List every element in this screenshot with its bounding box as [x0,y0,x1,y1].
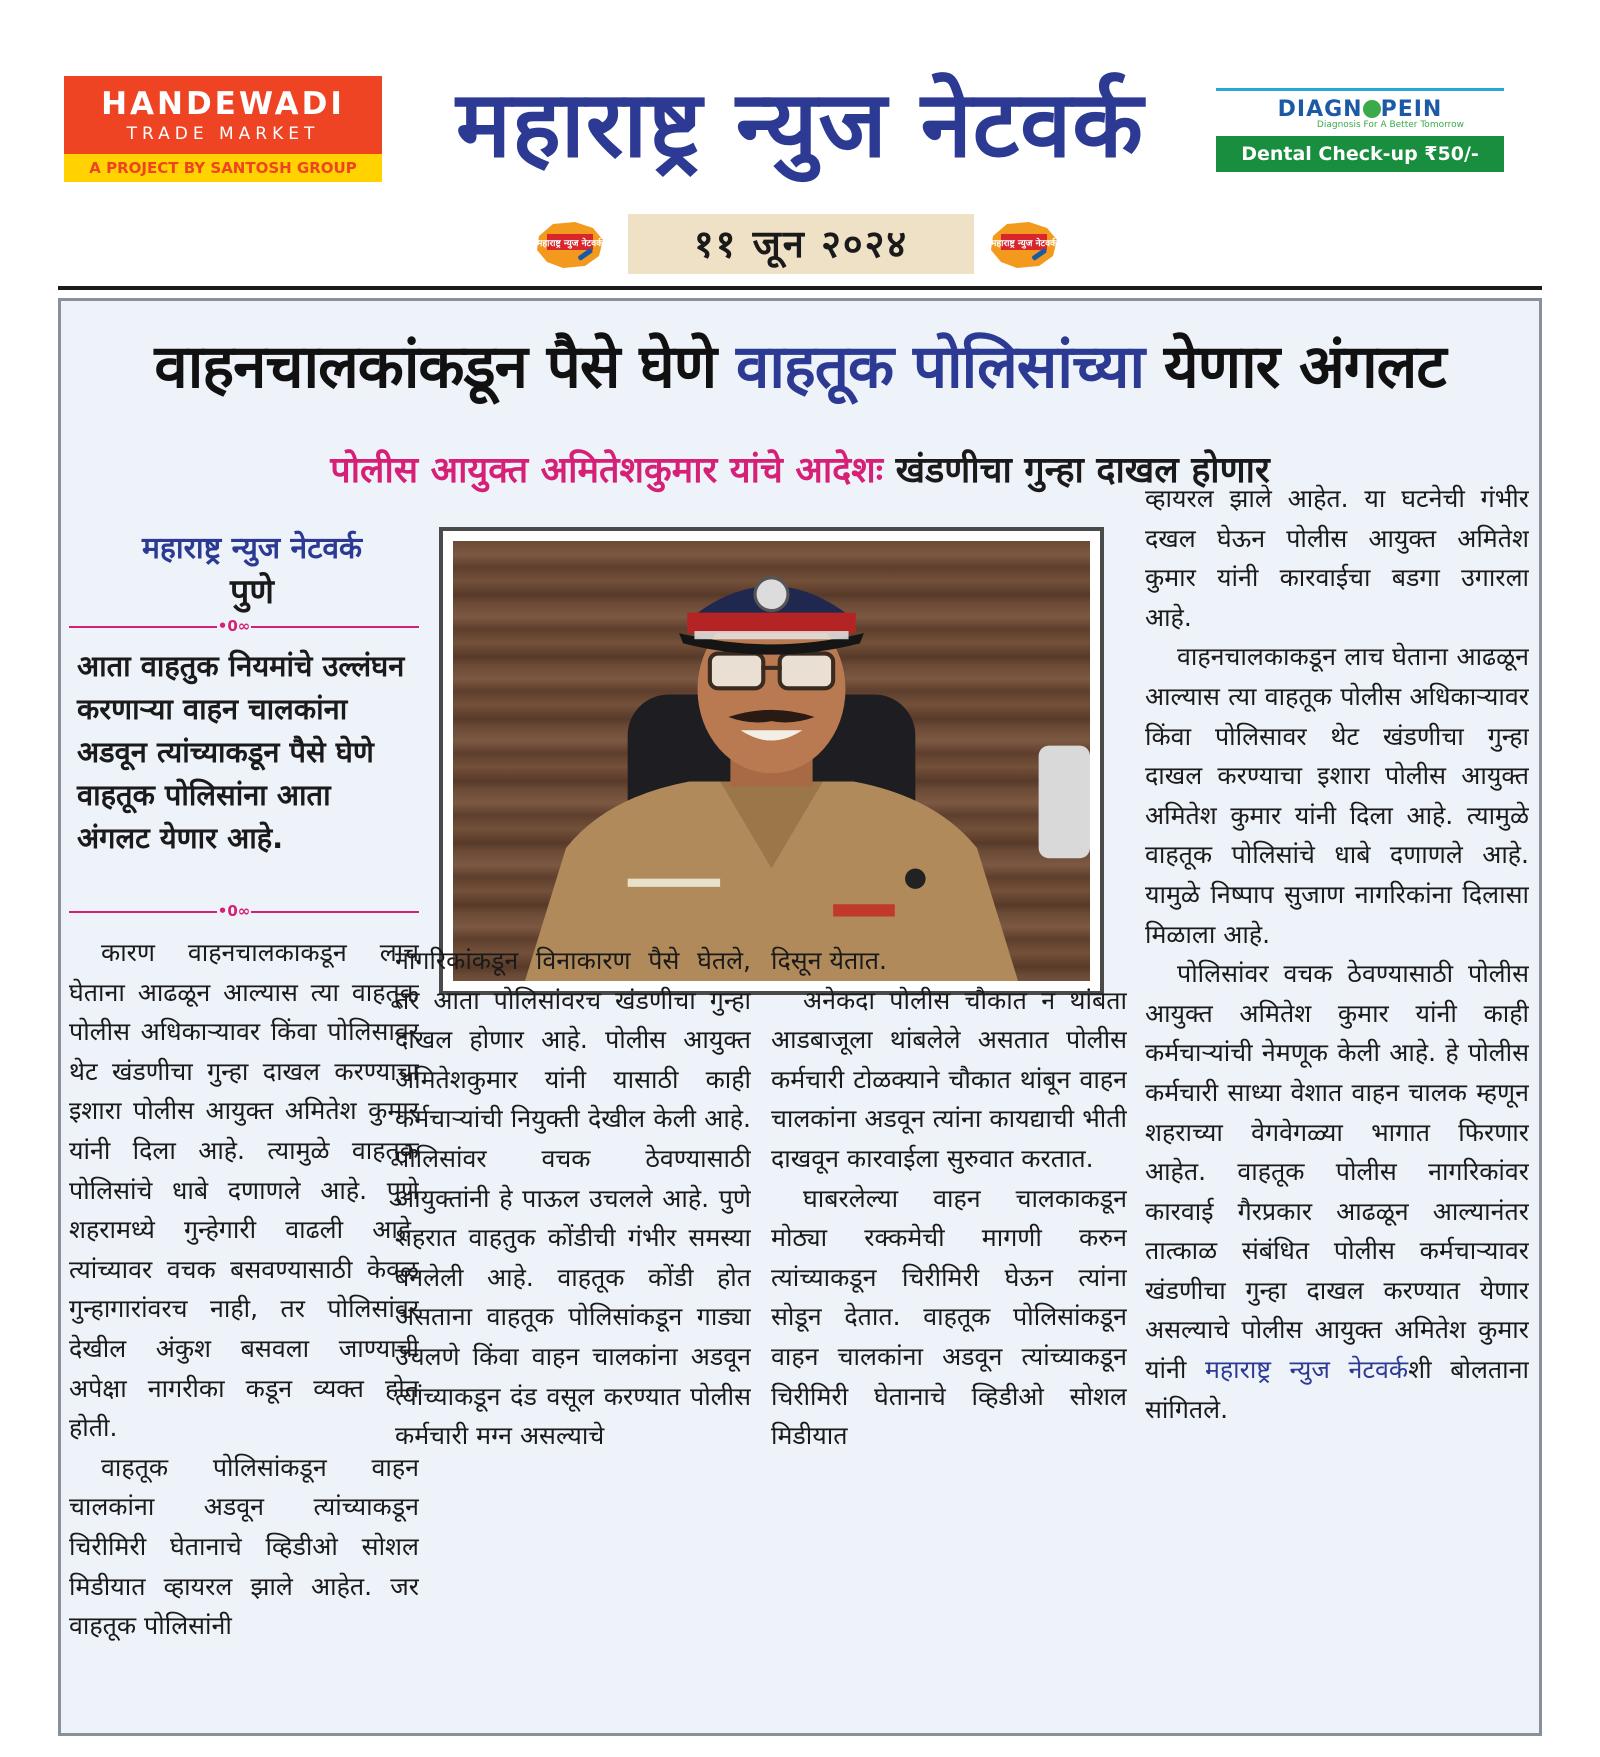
column-paragraph: कारण वाहनचालकाकडून लाच घेताना आढळून आल्यास त्या वाहतूक पोलीस अधिकाऱ्यावर किंवा पोलिसावर थेट खंडणीचा गुन्हा दाखल करण्याचा इशारा पोलीस आयुक्त अमितेश कुमार यांनी दिला आहे. त्यामुळे वाहतूक पोलिसांचे धाबे दणाणले आहे. पुणे शहरामध्ये गुन्हेगारी वाढली आहे. त्यांच्यावर वचक बसवण्यासाठी केवळ गुन्हागारांवरच नाही, तर पोलिसांवर देखील अंकुश बसवला जाण्याची अपेक्षा नागरीका कडून व्यक्त होत होती. [69,938,419,1443]
article-column-4 [1145,479,1529,1729]
police-commissioner-photo [453,541,1090,981]
paragraph-text: पोलिसांवर वचक ठेवण्यासाठी पोलीस आयुक्त अमितेश कुमार यांनी काही कर्मचाऱ्यांची नेमणूक केली आहे. हे पोलीस कर्मचारी साध्या वेशात वाहन चालक म्हणून शहराच्या वेगवेगळ्या भागात फिरणार आहेत. वाहतूक पोलीस नागरिकांवर कारवाई गैरप्रकार आढळून आल्यानंतर तात्काळ संबंधित पोलीस कर्मचाऱ्यावर खंडणीचा गुन्हा दाखल करण्यात येणार असल्याचे पोलीस आयुक्त अमितेश कुमार यांनी [1145,959,1529,1385]
article-photo-frame [439,527,1104,995]
issue-date: ११ जून २०२४ [628,214,974,274]
article-column-3 [771,941,1127,1729]
column-paragraph: व्हायरल झाले आहेत. या घटनेची गंभीर दखल घेऊन पोलीस आयुक्त अमितेश कुमार यांनी कारवाईचा बडगा उगारला आहे. [1145,484,1529,632]
ad-brand-name: HANDEWADI [101,86,345,122]
article-column-2 [395,941,751,1729]
officer-photo-icon [453,541,1090,981]
masthead-divider [58,286,1542,290]
newspaper-title: महाराष्ट्र न्युज नेटवर्क [456,71,1144,178]
ad-top-line [1216,88,1504,91]
newspaper-name-mention: महाराष्ट्र न्युज नेटवर्क [1204,1355,1409,1385]
logo-text-part1: DIAGN [1277,97,1363,122]
article-frame [58,298,1542,1736]
article-headline [61,329,1539,405]
article-column-1 [69,933,419,1728]
logo-text-part2: PEIN [1380,97,1443,122]
handewadi-ad [64,76,382,182]
byline-city: पुणे [230,572,274,612]
byline [87,529,417,615]
column-paragraph: वाहनचालकाकडून लाच घेताना आढळून आल्यास त्या वाहतूक पोलीस अधिकाऱ्यावर किंवा पोलिसावर थेट खंडणीचा गुन्हा दाखल करण्याचा इशारा पोलीस आयुक्त अमितेश कुमार यांनी दिला आहे. त्यामुळे वाहतूक पोलिसांचे धाबे दणाणले आहे. यामुळे निष्पाप सुजाण नागरिकांना दिलासा मिळाला आहे. [1145,642,1529,949]
ornament-icon: •0∞ [217,902,251,920]
map-logo-text: महाराष्ट्र न्युज नेटवर्क [990,239,1058,249]
subheadline-part1: पोलीस आयुक्त अमितेशकुमार यांचे आदेशः [330,450,884,491]
divider-ornament [69,902,419,920]
column-paragraph [1145,954,1529,1429]
column-paragraph: अनेकदा पोलीस चौकात न थांबता आडबाजूला थांबलेले असतात पोलीस कर्मचारी टोळक्याने चौकात थांबून वाहन चालकांना अडवून त्यांना कायद्याची भीती दाखवून कारवाईला सुरुवात करतात. [771,985,1127,1173]
divider-ornament [69,617,419,635]
diagnopein-ad [1216,88,1504,174]
map-logo-text: महाराष्ट्र न्युज नेटवर्क [536,239,604,249]
article-lead: आता वाहतुक नियमांचे उल्लंघन करणाऱ्या वाहन चालकांना अडवून त्यांच्याकडून पैसे घेणे वाहतूक पोलिसांना आता अंगलट येणार आहे. [77,649,405,855]
byline-network: महाराष्ट्र न्युज नेटवर्क [141,531,363,566]
ad-brand-tag: A PROJECT BY SANTOSH GROUP [64,154,382,182]
paragraph-text: शी बोलताना सांगितले. [1145,1355,1529,1424]
column-paragraph: वाहतूक पोलिसांकडून वाहन चालकांना अडवून त्यांच्याकडून चिरीमिरी घेतानाचे व्हिडीओ सोशल मिडीयात व्हायरल झाले आहेत. जर वाहतूक पोलिसांनी [69,1452,419,1641]
headline-part3: येणार अंगलट [1163,332,1446,402]
column-paragraph: नागरिकांकडून विनाकारण पैसे घेतले, तर आता पोलिसांवरच खंडणीचा गुन्हा दाखल होणार आहे. पोलीस आयुक्त अमितेशकुमार यांनी यासाठी काही कर्मचाऱ्यांची नियुक्ती देखील केली आहे. पोलिसांवर वचक ठेवण्यासाठी आयुक्तांनी हे पाऊल उचलले आहे. पुणे शहरात वाहतुक कोंडीची गंभीर समस्या बनलेली आहे. वाहतूक कोंडी होत असताना वाहतूक पोलिसांकडून गाड्या उचलणे किंवा वाहन चालकांना अडवून त्यांच्याकडून दंड वसूल करण्यात पोलीस कर्मचारी मग्न असल्याचे [395,946,751,1451]
diagnopein-logo [1216,97,1504,122]
maharashtra-map-logo-icon [533,216,609,274]
ad-brand-sub: TRADE MARKET [126,124,320,144]
column-paragraph: दिसून येतात. [771,946,887,975]
ad-tagline: Diagnosis For A Better Tomorrow [1316,120,1464,130]
maharashtra-map-logo-icon [987,216,1063,274]
globe-icon [1363,100,1381,118]
headline-part1: वाहनचालकांकडून पैसे घेणे [154,332,717,402]
ad-offer: Dental Check-up ₹50/- [1216,136,1504,172]
subheadline-part2: खंडणीचा गुन्हा दाखल होणार [895,450,1270,491]
column-paragraph: घाबरलेल्या वाहन चालकाकडून मोठ्या रक्कमेची मागणी करुन त्यांच्याकडून चिरीमिरी घेऊन त्यांना सोडून देतात. वाहतूक पोलिसांकडून वाहन चालकांना अडवून त्यांच्याकडून चिरीमिरी घेतानाचे व्हिडीओ सोशल मिडीयात [771,1183,1127,1451]
headline-part2: वाहतूक पोलिसांच्या [736,332,1144,402]
ornament-icon: •0∞ [217,617,251,635]
